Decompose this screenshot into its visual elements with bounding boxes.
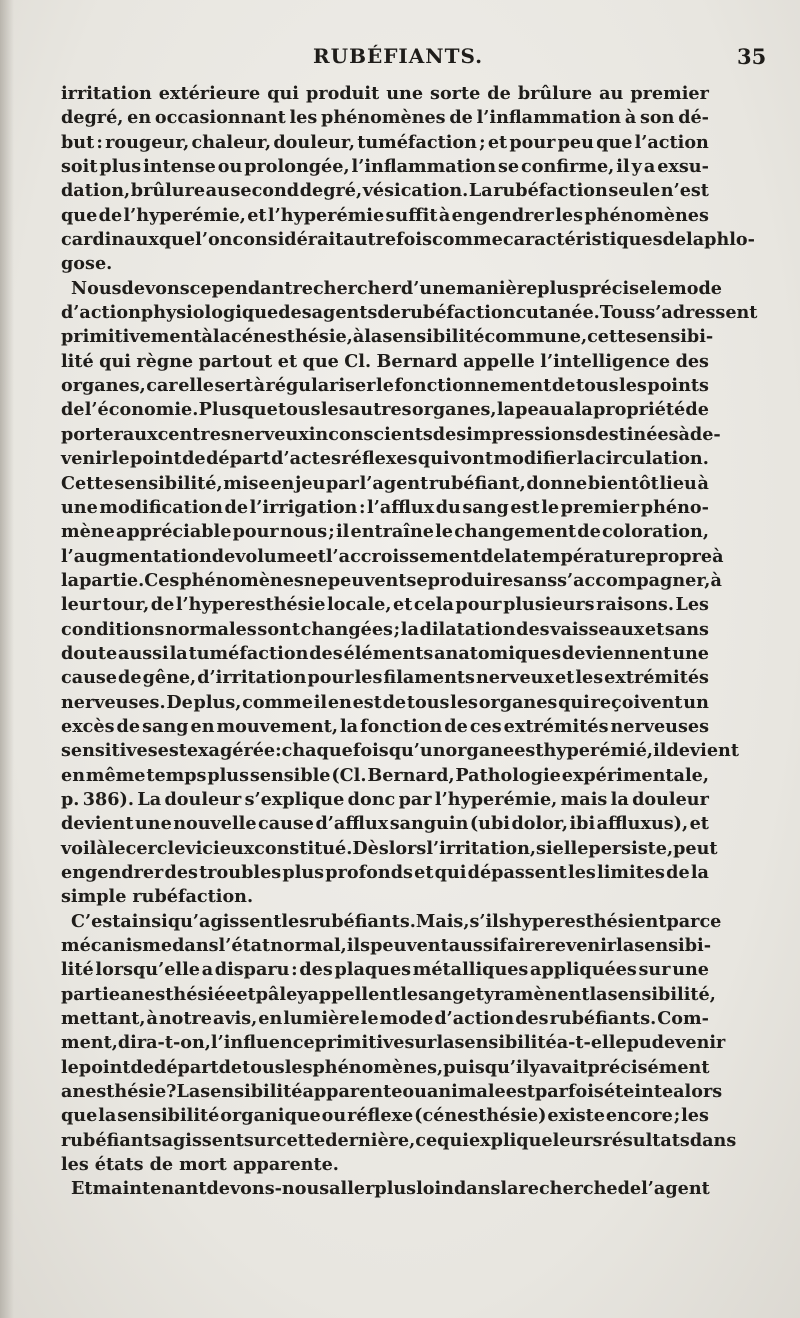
text-line: mettant, à notre avis, en lumière le mode d’action des rubéfiants. Com- <box>61 1008 709 1030</box>
text-line: en même temps plus sensible (Cl. Bernard, Pathologie expérimentale, <box>61 764 709 786</box>
text-line: l’augmentation de volume et l’accroissement de la température propre à <box>61 545 724 567</box>
text-line: anesthésie? La sensibilité apparente ou animale est parfois éteinte alors <box>61 1081 723 1103</box>
text-line: de l’économie. Plus que tous les autres organes, la peau a la propriété de <box>61 399 709 421</box>
text-line: lité lorsqu’elle a disparu : des plaques métalliques appliquées sur une <box>61 959 709 981</box>
text-line: venir le point de départ d’actes réflexes qui vont modifier la circulation. <box>61 448 709 470</box>
text-line: leur tour, de l’hyperesthésie locale, et cela pour plusieurs raisons. Les <box>61 594 709 616</box>
text-line: excès de sang en mouvement, la fonction de ces extrémités nerveuses <box>61 715 709 737</box>
text-line: ment, dira-t-on, l’influence primitive sur la sensibilité a-t-elle pu devenir <box>61 1032 726 1054</box>
text-line: voilà le cercle vicieux constitué. Dès lors l’irritation, si elle persiste, peut <box>61 837 718 859</box>
text-line: rubéfiants agissent sur cette dernière, ce qui explique leurs résultats dans <box>61 1129 737 1151</box>
text-line: doute aussi la tuméfaction des éléments anatomiques deviennent une <box>61 642 709 664</box>
text-line: partie anesthésiée et pâle y appellent le sang et y ramènent la sensibilité, <box>61 983 716 1005</box>
text-line: porter aux centres nerveux inconscients des impressions destinées à de- <box>61 423 721 445</box>
text-line: mène appréciable pour nous ; il entraîne le changement de coloration, <box>61 521 709 543</box>
page-number: 35 <box>737 44 767 69</box>
text-line: gose. <box>61 253 113 275</box>
text-line: la partie. Ces phénomènes ne peuvent se produire sans s’accompagner, à <box>61 569 722 591</box>
text-line: les états de mort apparente. <box>61 1154 339 1176</box>
text-line: Nous devons cependant rechercher d’une manière plus précise le mode <box>71 277 722 299</box>
text-line: cardinaux que l’on considérait autrefois comme caractéristiques de la phlo- <box>61 229 755 251</box>
text-line: le point de départ de tous les phénomènes, puisqu’il y avait précisément <box>61 1056 710 1078</box>
text-line: engendrer des troubles plus profonds et qui dépassent les limites de la <box>61 862 709 883</box>
text-line: nerveuses. De plus, comme il en est de tous les organes qui reçoivent un <box>61 691 709 713</box>
text-line: devient une nouvelle cause d’afflux sanguin (ubi dolor, ibi affluxus), et <box>61 813 709 835</box>
text-line: lité qui règne partout et que Cl. Bernard appelle l’intelligence des <box>61 350 709 372</box>
text-line: mécanisme dans l’état normal, ils peuvent aussi faire revenir la sensibi- <box>61 935 712 957</box>
text-line: Et maintenant devons-nous aller plus loin dans la recherche de l’agent <box>71 1178 710 1200</box>
text-line: conditions normales sont changées ; la dilatation des vaisseaux et sans <box>61 618 709 640</box>
text-line: dation, brûlure au second degré, vésication. La rubéfaction seule n’est <box>61 180 709 202</box>
text-line: irritation extérieure qui produit une sorte de brûlure au premier <box>61 83 709 104</box>
body-text <box>61 82 758 1202</box>
page-gutter-shadow <box>0 0 14 1318</box>
text-line: C’est ainsi qu’agissent les rubéfiants. Mais, s’ils hyperesthésient par ce <box>71 910 722 932</box>
text-line: une modification de l’irrigation : l’afflux du sang est le premier phéno- <box>61 496 709 518</box>
text-line: sensitives est exagérée : chaque fois qu’un organe est hyperémié, il devient <box>61 740 739 762</box>
running-head <box>0 44 800 74</box>
text-line: p. 386). La douleur s’explique donc par l’hyperémie, mais la douleur <box>61 788 709 810</box>
running-head-title: RUBÉFIANTS. <box>313 44 484 68</box>
text-line: Cette sensibilité, mise en jeu par l’agent rubéfiant, donne bientôt lieu à <box>61 472 709 494</box>
text-line: degré, en occasionnant les phénomènes de l’inflammation à son dé- <box>61 107 709 129</box>
text-line: que de l’hyperémie, et l’hyperémie suffit à engendrer les phénomènes <box>61 204 709 226</box>
text-line: que la sensibilité organique ou réflexe (cénesthésie) existe encore ; les <box>61 1105 709 1127</box>
text-line: but : rougeur, chaleur, douleur, tuméfaction ; et pour peu que l’action <box>61 131 709 153</box>
text-line: d’action physiologique des agents de rubéfaction cutanée. Tous s’adressent <box>61 302 758 324</box>
text-line: soit plus intense ou prolongée, l’inflammation se confirme, il y a exsu- <box>61 156 709 178</box>
text-line: simple rubéfaction. <box>61 886 254 908</box>
text-line: cause de gêne, d’irritation pour les filaments nerveux et les extrémités <box>61 667 709 689</box>
text-line: primitivement à la cénesthésie, à la sensibilité commune, cette sensibi- <box>61 326 714 348</box>
text-line: organes, car elle sert à régulariser le fonctionnement de tous les points <box>61 375 709 397</box>
